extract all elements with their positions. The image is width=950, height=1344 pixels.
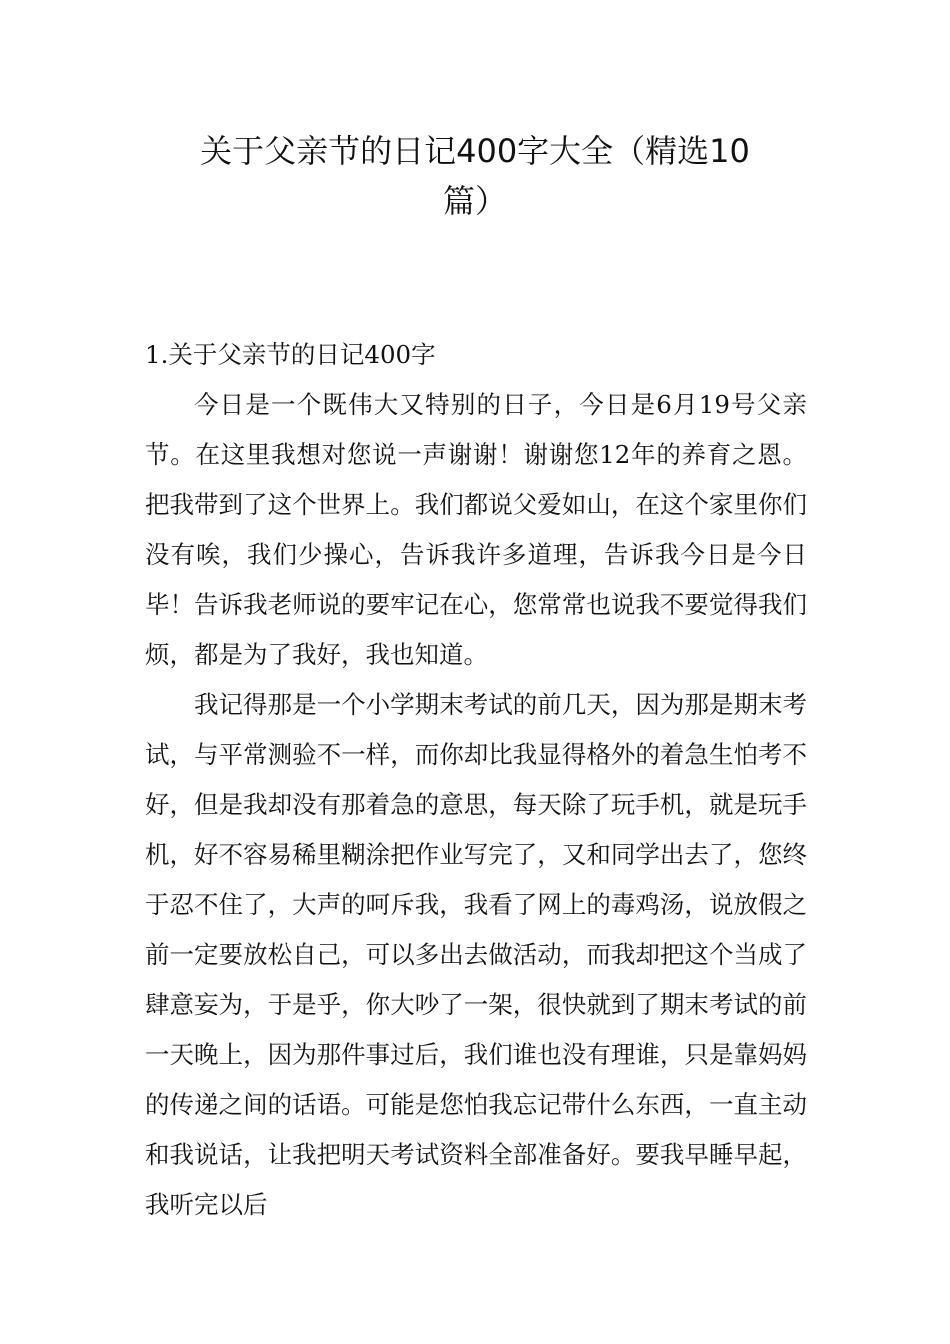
section-heading: 1.关于父亲节的日记400字 [145,340,436,369]
document-title-line-2: 篇） [442,182,507,220]
document-body [145,330,807,1230]
paragraph-1: 今日是一个既伟大又特别的日子，今日是6月19号父亲节。在这里我想对您说一声谢谢！谢谢您12年的养育之恩。把我带到了这个世界上。我们都说父爱如山，在这个家里你们没有唉，我们少操心，告诉我许多道理，告诉我今日是今日毕！告诉我老师说的要牢记在心，您常常也说我不要觉得我们烦，都是为了我好，我也知道。 [145,390,807,669]
paragraph-2: 我记得那是一个小学期末考试的前几天，因为那是期末考试，与平常测验不一样，而你却比我显得格外的着急生怕考不好，但是我却没有那着急的意思，每天除了玩手机，就是玩手机，好不容易稀里糊涂把作业写完了，又和同学出去了，您终于忍不住了，大声的呵斥我，我看了网上的毒鸡汤，说放假之前一定要放松自己，可以多出去做活动，而我却把这个当成了肆意妄为，于是乎，你大吵了一架，很快就到了期末考试的前一天晚上，因为那件事过后，我们谁也没有理谁，只是靠妈妈的传递之间的话语。可能是您怕我忘记带什么东西，一直主动和我说话，让我把明天考试资料全部准备好。要我早睡早起，我听完以后 [145,690,807,1219]
document-title-line-1: 关于父亲节的日记400字大全（精选10 [200,132,750,170]
document-title [120,126,830,226]
